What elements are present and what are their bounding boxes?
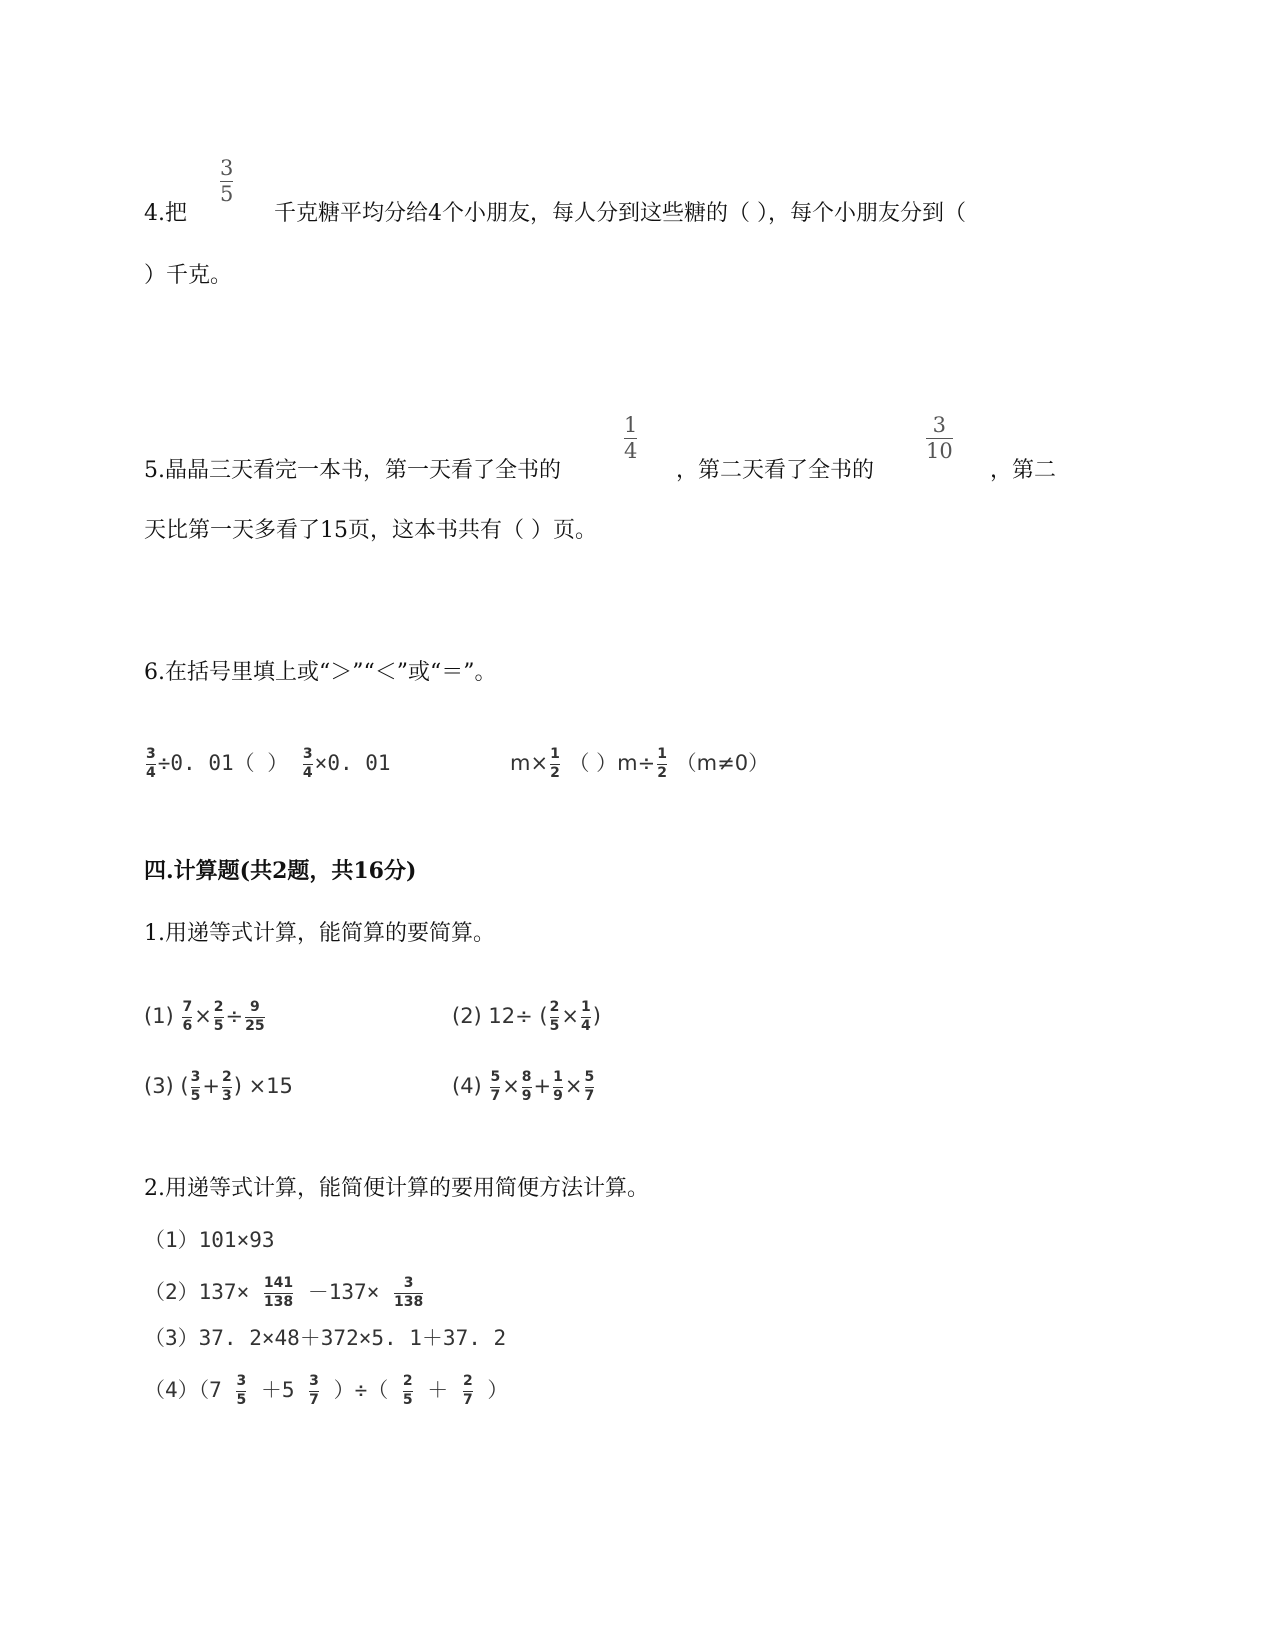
q5-fraction-2 [926,414,953,462]
calc1-p3-f1-den: 5 [190,1088,201,1104]
calc1-p2-end: ) [592,1004,601,1028]
q5-mid: ，第二天看了全书的 [676,458,875,483]
calc2-p4-f2-den: 7 [309,1392,319,1408]
calc1-p4-f4-den: 7 [584,1088,595,1104]
calc1-p4-f3-den: 9 [553,1088,563,1104]
calc1-p1-f1-den: 6 [182,1018,193,1034]
calc1-p4-f2-num: 8 [521,1069,532,1085]
calc1-problem-2 [452,1000,601,1034]
calc1-p2-op1: × [561,1004,579,1028]
calc1-p1-f2-den: 5 [213,1018,224,1034]
q6-e1-frac-b [303,747,313,781]
calc2-p2-f2-den: 138 [394,1294,424,1310]
q6-e2-f1-num: 1 [550,746,560,762]
calc2-p2-frac-2 [394,1276,423,1310]
q6-text: 6.在括号里填上或“＞”“＜”或“＝”。 [144,660,497,685]
q6-e1-a-num: 3 [146,746,156,762]
q4-frac-num: 3 [220,156,234,180]
q6-e2-mid: （ ）m÷ [568,751,656,775]
calc2-p4-f1-num: 3 [236,1373,247,1389]
q4-text-line2: ）千克。 [144,263,233,288]
calc1-problem-1 [144,1000,267,1034]
calc2-p2-f1-den: 138 [263,1294,294,1310]
q6-expression-1 [144,747,391,781]
calc2-problem-1: （1）101×93 [144,1228,275,1252]
q5-fraction-1 [624,414,637,462]
q4-fraction [220,157,233,205]
calc1-p1-f3-num: 9 [250,999,260,1015]
calc2-p4-f4-den: 7 [462,1392,473,1408]
q4-text-line1: 千克糖平均分给4个小朋友，每人分到这些糖的（ ），每个小朋友分到（ [274,201,966,226]
q5-end: ，第二 [990,458,1057,483]
calc2-problem-2 [144,1276,425,1310]
calc1-p2-f2-num: 1 [580,999,591,1015]
q4-frac-den: 5 [220,182,234,206]
calc1-p4-frac-2 [522,1070,532,1104]
calc2-p2-frac-1 [264,1276,293,1310]
q5-frac1-num: 1 [624,413,638,437]
calc1-p4-f2-den: 9 [521,1088,532,1104]
calc2-problem-4 [144,1374,508,1408]
q5-frac2-num: 3 [932,413,947,437]
calc1-p1-frac-2 [214,1000,224,1034]
calc1-p1-label: (1) [144,1004,174,1028]
calc2-p4-f1-den: 5 [236,1392,247,1408]
calc2-p4-op1: ＋5 [260,1378,295,1402]
calc2-p4-mid: ）÷（ [333,1378,389,1402]
calc2-p4-frac-3 [403,1374,413,1408]
calc1-p4-f1-den: 7 [490,1088,501,1104]
calc1-p4-frac-3 [553,1070,563,1104]
q6-e1-frac-a [146,747,156,781]
calc2-p4-frac-2 [309,1374,319,1408]
calc1-p4-op1: × [502,1074,520,1098]
calc1-p2-f1-num: 2 [549,999,560,1015]
calc1-p1-op2: ÷ [225,1004,244,1028]
calc1-p1-f1-num: 7 [182,999,193,1015]
q6-expression-2 [510,747,769,781]
calc1-p3-f2-den: 3 [221,1088,232,1104]
calc2-p4-frac-4 [463,1374,473,1408]
calc2-p2-label: （2）137× [144,1280,250,1304]
calc2-p4-f4-num: 2 [462,1373,473,1389]
calc1-p3-frac-1 [191,1070,201,1104]
q5-text-line2: 天比第一天多看了15页，这本书共有（ ）页。 [144,518,597,543]
calc2-text: 2.用递等式计算，能简便计算的要用简便方法计算。 [144,1176,649,1201]
calc2-p2-mid: －137× [307,1280,380,1304]
calc1-p4-f4-num: 5 [584,1069,595,1085]
calc2-p4-op2: ＋ [427,1378,449,1402]
calc1-p4-op3: × [564,1074,583,1098]
calc1-p2-f1-den: 5 [549,1018,560,1034]
q6-e2-frac-2 [657,747,667,781]
calc1-p1-frac-1 [182,1000,192,1034]
calc2-p2-f1-num: 141 [263,1275,294,1291]
q4-prefix: 4.把 [144,201,187,226]
calc1-text: 1.用递等式计算，能简算的要简算。 [144,921,495,946]
q6-e1-b-num: 3 [302,746,313,762]
q6-e2-frac-1 [550,747,560,781]
calc2-problem-3: （3）37. 2×48＋372×5. 1＋37. 2 [144,1326,507,1350]
calc2-p2-f2-num: 3 [403,1275,414,1291]
calc2-p4-f3-num: 2 [402,1373,413,1389]
calc1-p4-f3-num: 1 [553,1069,563,1085]
calc1-p1-f3-den: 25 [245,1018,265,1034]
calc2-p4-f3-den: 5 [402,1392,413,1408]
calc1-p4-frac-4 [585,1070,595,1104]
q5-prefix: 5.晶晶三天看完一本书，第一天看了全书的 [144,458,561,483]
q6-e1-b-op: ×0. 01 [314,751,391,775]
q6-e1-b-den: 4 [302,765,313,781]
calc1-p4-frac-1 [490,1070,500,1104]
q6-e2-f2-num: 1 [657,746,667,762]
calc1-p1-frac-3 [245,1000,264,1034]
calc1-p3-op1: + [202,1074,220,1098]
calc1-problem-3 [144,1070,293,1104]
q6-e2-end: （m≠0） [675,751,770,775]
q6-e1-a-den: 4 [146,765,156,781]
calc1-p2-label: (2) 12÷ ( [452,1004,548,1028]
calc1-p2-f2-den: 4 [580,1018,591,1034]
q6-e2-f1-den: 2 [550,765,560,781]
calc1-p4-label: (4) [452,1074,482,1098]
calc1-p3-f2-num: 2 [221,1069,232,1085]
calc1-p4-f1-num: 5 [490,1069,501,1085]
calc2-p4-end: ） [487,1378,509,1402]
q6-e2-f2-den: 2 [657,765,667,781]
q6-e1-a-op: ÷0. 01（ ） [157,751,289,775]
calc1-p3-frac-2 [222,1070,232,1104]
calc1-p3-f1-num: 3 [190,1069,201,1085]
calc2-p4-label: （4）（7 [144,1378,222,1402]
q6-e2-p1: m× [510,751,549,775]
calc2-p4-f2-num: 3 [309,1373,319,1389]
calc1-problem-4 [452,1070,596,1104]
calc1-p2-frac-1 [550,1000,560,1034]
calc1-p1-f2-num: 2 [213,999,224,1015]
calc1-p2-frac-2 [581,1000,591,1034]
section-heading: 四.计算题(共2题，共16分) [144,858,417,884]
calc1-p3-label: (3) ( [144,1074,189,1098]
calc1-p3-end: ) ×15 [233,1074,293,1098]
calc1-p4-op2: + [533,1074,552,1098]
calc1-p1-op1: × [194,1004,212,1028]
q5-frac2-den: 10 [926,439,953,463]
q5-frac1-den: 4 [624,439,638,463]
calc2-p4-frac-1 [236,1374,246,1408]
